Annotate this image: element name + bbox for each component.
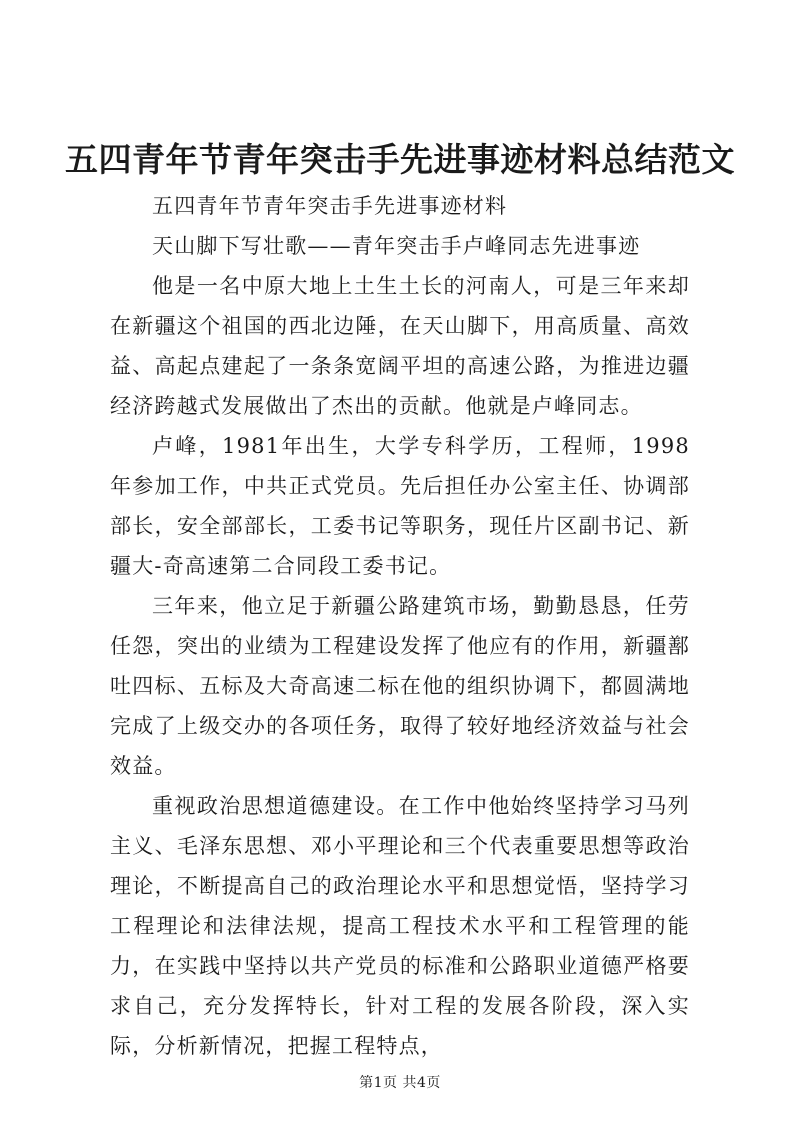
paragraph-political-study: 重视政治思想道德建设。在工作中他始终坚持学习马列主义、毛泽东思想、邓小平理论和三个代表重要思想等政治理论，不断提高自己的政治理论水平和思想觉悟，坚持学习工程理论和法律法规，提高工程技术水平和工程管理的能力，在实践中坚持以共产党员的标准和公路职业道德严格要求自己，充分发挥特长，针对工程的发展各阶段，深入实际，分析新情况，把握工程特点， bbox=[110, 794, 690, 1058]
paragraph-intro: 他是一名中原大地上土生土长的河南人，可是三年来却在新疆这个祖国的西北边陲，在天山脚下，用高质量、高效益、高起点建起了一条条宽阔平坦的高速公路，为推进边疆经济跨越式发展做出了杰出的贡献。他就是卢峰同志。 bbox=[110, 274, 690, 418]
document-title: 五四青年节青年突击手先进事迹材料总结范文 bbox=[65, 140, 735, 179]
paragraph-achievements: 三年来，他立足于新疆公路建筑市场，勤勤恳恳，任劳任怨，突出的业绩为工程建设发挥了他应有的作用，新疆鄯吐四标、五标及大奇高速二标在他的组织协调下，都圆满地完成了上级交办的各项任务，取得了较好地经济效益与社会效益。 bbox=[110, 594, 690, 778]
page-number-footer: 第1页 共4页 bbox=[359, 1075, 441, 1091]
paragraph-biography: 卢峰，1981年出生，大学专科学历，工程师，1998年参加工作，中共正式党员。先后担任办公室主任、协调部部长，安全部部长，工委书记等职务，现任片区副书记、新疆大-奇高速第二合同段工委书记。 bbox=[110, 434, 690, 578]
paragraph-heading: 天山脚下写壮歌——青年突击手卢峰同志先进事迹 bbox=[152, 234, 641, 258]
paragraph-subtitle: 五四青年节青年突击手先进事迹材料 bbox=[152, 194, 508, 218]
document-body bbox=[110, 186, 690, 1066]
